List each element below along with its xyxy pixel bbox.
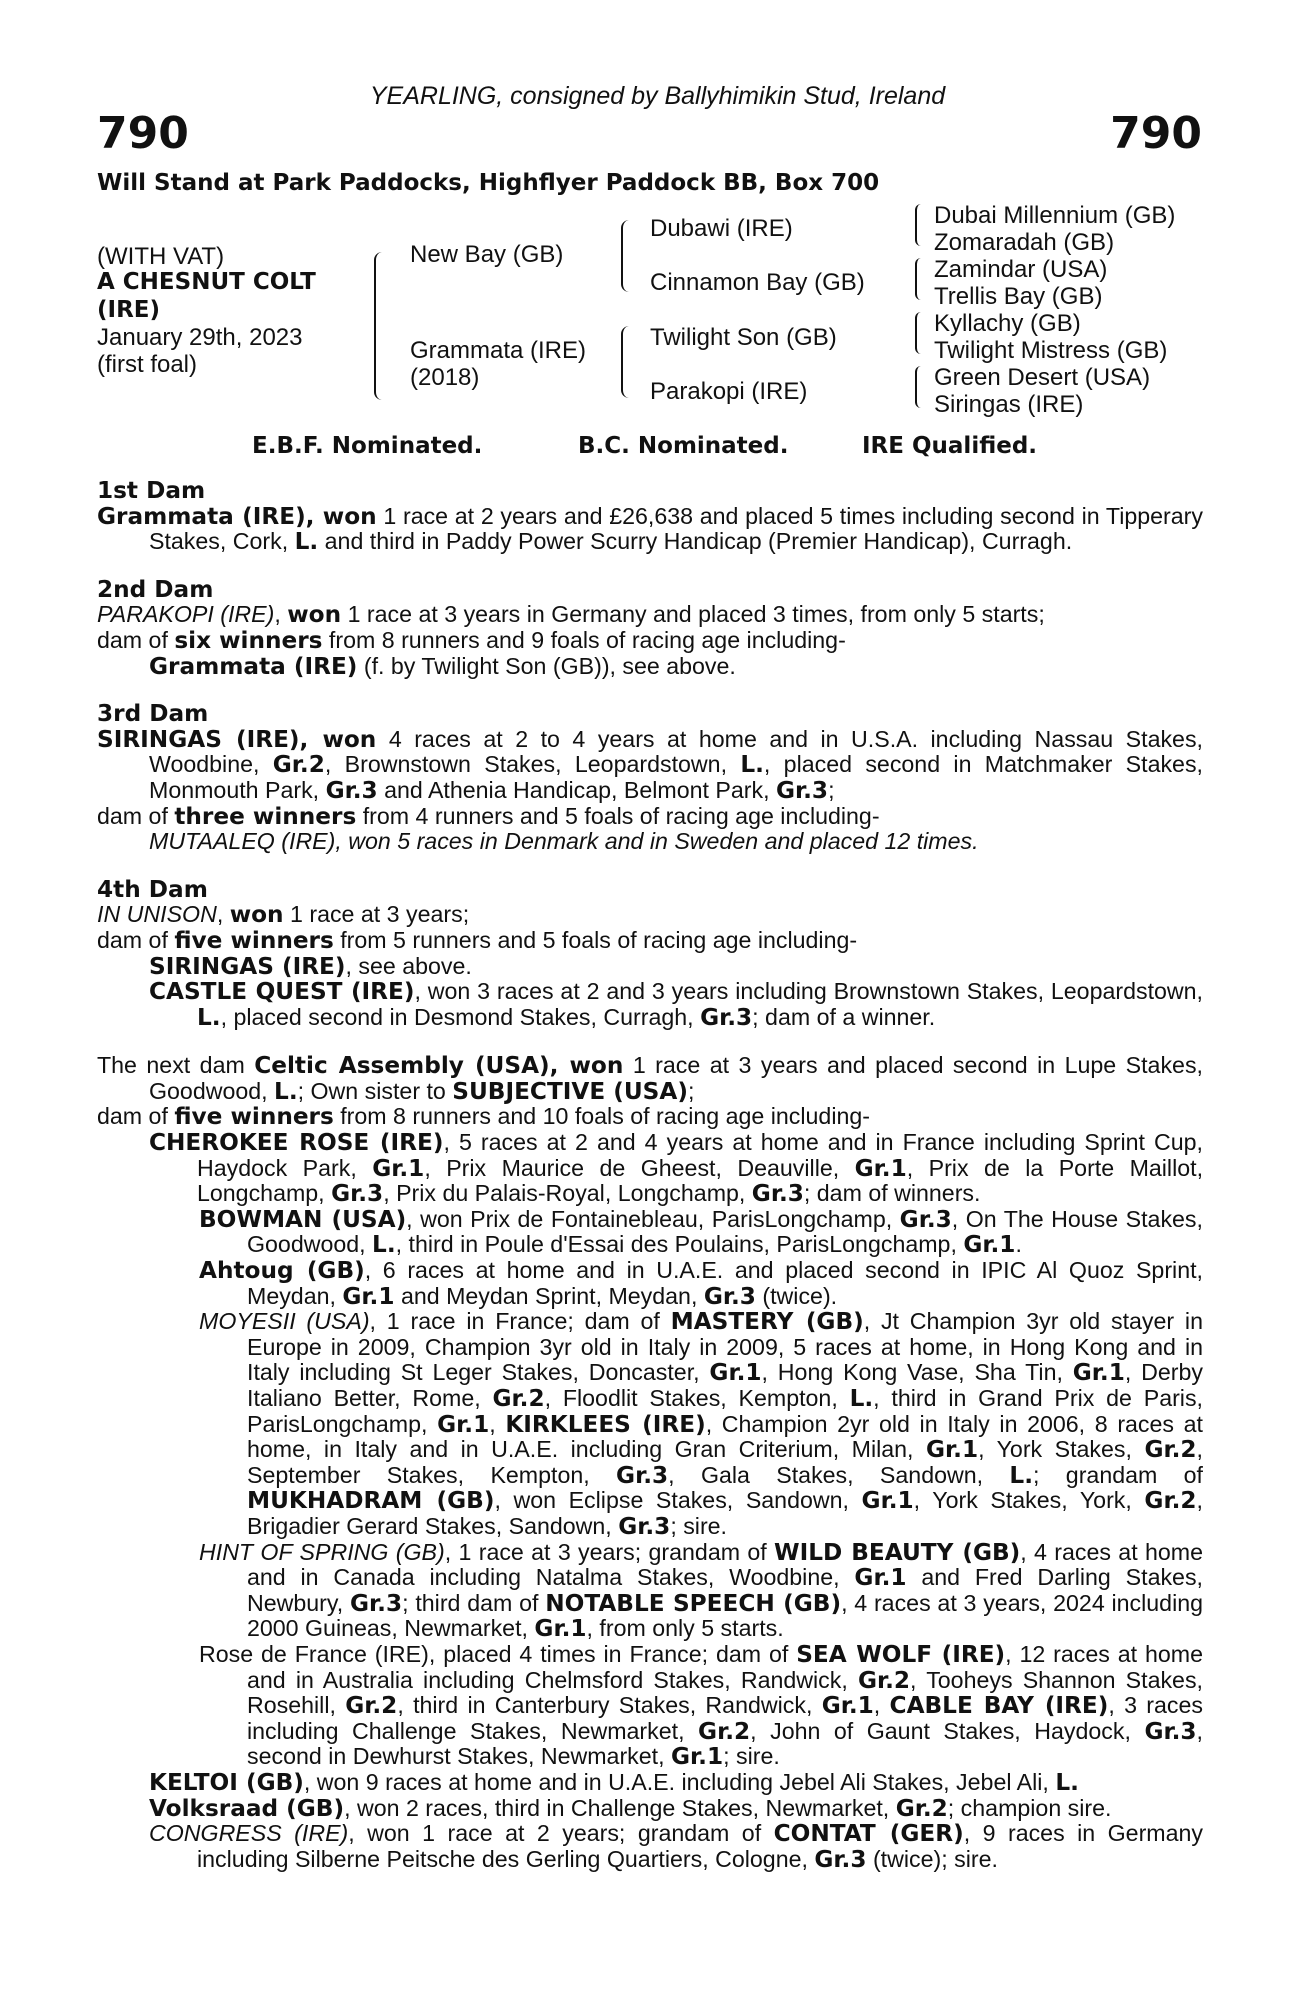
next-dam-lead: The next dam: [97, 1052, 255, 1079]
runner-name: Volksraad (GB): [149, 1794, 345, 1822]
runner-text: , won Eclipse Stakes, Sandown,: [494, 1487, 862, 1514]
lot-number-right: 790: [1110, 108, 1202, 159]
grade: Gr.2: [272, 751, 325, 779]
runner-text: , 6 races at home and in U.A.E. and placed second in IPIC Al Quoz Sprint, Meydan,: [247, 1257, 1203, 1309]
first-dam-name: Grammata (IRE), won: [97, 502, 377, 530]
runner-congress: [149, 1821, 1203, 1872]
grade: Gr.2: [895, 1794, 948, 1822]
runner-text: , Tooheys Shannon Stakes, Rosehill,: [247, 1666, 1203, 1719]
next-dam-entry: [97, 1053, 1203, 1104]
runner-text: , won 2 races, third in Challenge Stakes, Newmarket,: [344, 1794, 896, 1821]
third-dam-text-a: 4 races at 2 to 4 years at home and in U.S.A. including Nassau Stakes, Woodbine,: [149, 725, 1203, 778]
grade: Gr.1: [342, 1282, 395, 1310]
runner-text: , placed 4 times in France; dam of: [428, 1640, 797, 1667]
runner-name: HINT OF SPRING (GB): [199, 1538, 445, 1565]
grade: Gr.2: [345, 1692, 398, 1720]
next-dam-text: ; Own sister to: [297, 1077, 453, 1104]
grade: L.: [1009, 1461, 1034, 1489]
runner-text: , placed second in Desmond Stakes, Curragh,: [220, 1003, 701, 1030]
runner-name: CHEROKEE ROSE (IRE): [149, 1129, 444, 1157]
foaling-date: January 29th, 2023: [97, 324, 303, 351]
runner-text: , from only 5 starts.: [586, 1615, 784, 1642]
grade: Gr.1: [925, 1436, 979, 1464]
runner-text: ,: [489, 1410, 506, 1437]
grade: Gr.2: [1144, 1436, 1197, 1464]
runner-text: , 12 races at home and in Australia including Chelmsford Stakes, Randwick,: [247, 1640, 1203, 1693]
third-dam-name: SIRINGAS (IRE), won: [97, 725, 377, 753]
grade: Gr.3: [350, 1589, 403, 1617]
runner-name: Rose de France (IRE): [199, 1640, 429, 1667]
third-dam-title: 3rd Dam: [97, 700, 209, 728]
runner-text: , John of Gaunt Stakes, Haydock,: [750, 1717, 1145, 1744]
runner-text: , York Stakes, York,: [913, 1487, 1145, 1514]
sire-sire: Dubawi (IRE): [650, 215, 793, 242]
ancestor-3: Zamindar (USA): [934, 256, 1108, 283]
grade: Gr.3: [899, 1205, 952, 1233]
horse-breeding: (IRE): [97, 297, 161, 323]
runner-name: CONGRESS (IRE): [149, 1820, 349, 1847]
runner-text: ; third dam of: [402, 1589, 546, 1616]
fourth-dam-runner-2: [149, 979, 1203, 1030]
runner-text: , third in Canterbury Stakes, Randwick,: [397, 1692, 822, 1719]
grade: Gr.3: [1144, 1717, 1197, 1745]
runner-name: MOYESII (USA): [199, 1308, 370, 1335]
second-dam-winners: six winners: [174, 626, 323, 654]
runner-volksraad: [149, 1796, 1203, 1822]
grade: Gr.3: [616, 1461, 669, 1489]
fourth-dam-won: won: [229, 901, 284, 929]
foal-note: (first foal): [97, 351, 198, 378]
ancestor-5: Kyllachy (GB): [934, 310, 1081, 337]
third-dam-text-c: , placed second in Matchmaker Stakes, Monmouth Park,: [149, 751, 1203, 803]
grade: Gr.1: [534, 1615, 587, 1643]
third-dam-text-d: and Athenia Handicap, Belmont Park,: [377, 776, 776, 803]
runner-rose-de-france: [199, 1642, 1203, 1770]
runner-text: , Jt Champion 3yr old stayer in Europe in 2009, Champion 3yr old in Italy in 2009, 5 races at home, in Hong Kong and in Italy including St Leger Stakes, Doncaster,: [247, 1308, 1203, 1386]
next-dam-winners: five winners: [174, 1103, 334, 1131]
runner-name: Ahtoug (GB): [199, 1257, 365, 1285]
second-dam-won: won: [287, 601, 342, 629]
runner-text: , Floodlit Stakes, Kempton,: [544, 1385, 850, 1411]
grade: Gr.1: [963, 1231, 1016, 1259]
runner-text: , York Stakes,: [978, 1436, 1145, 1463]
runner-name: MUKHADRAM (GB): [247, 1487, 495, 1515]
runner-text: , third in Poule d'Essai des Poulains, ParisLongchamp,: [395, 1231, 964, 1258]
vat-label: (WITH VAT): [97, 243, 225, 270]
grade: Gr.2: [1144, 1487, 1197, 1515]
third-dam-runner-1: [97, 829, 1203, 855]
runner-text: , second in Dewhurst Stakes, Newmarket,: [247, 1717, 1203, 1770]
fourth-dam-text: 1 race at 3 years;: [283, 901, 470, 928]
nomination-bc: B.C. Nominated.: [578, 433, 789, 459]
first-dam-text: 1 race at 2 years and £26,638 and placed 5 times including second in Tipperary Stakes, Cork,: [149, 502, 1203, 555]
runner-text: (twice); sire.: [866, 1845, 998, 1872]
runner-text: ,: [873, 1692, 890, 1719]
pedigree-brace-g2: [915, 258, 922, 300]
fourth-dam-produce-text: from 5 runners and 5 foals of racing age including-: [333, 926, 858, 953]
dam-of-label: dam of: [97, 1103, 175, 1130]
sister-name: SUBJECTIVE (USA): [452, 1077, 688, 1105]
runner-cherokee-rose: [149, 1130, 1203, 1207]
grade: L.: [197, 1003, 221, 1031]
runner-text: , On The House Stakes, Goodwood,: [247, 1205, 1203, 1258]
grade: L.: [849, 1385, 874, 1412]
stand-info: Will Stand at Park Paddocks, Highflyer Paddock BB, Box 700: [97, 170, 880, 196]
runner-text: , 1 race at 3 years; grandam of: [444, 1538, 775, 1565]
runner-text: ; dam of winners.: [803, 1180, 981, 1207]
runner-text: ; sire.: [670, 1512, 728, 1539]
first-dam-title: 1st Dam: [97, 477, 206, 504]
third-dam-text-e: ;: [828, 776, 835, 803]
runner-name: CASTLE QUEST (IRE): [149, 978, 415, 1006]
runner-name: MASTERY (GB): [670, 1308, 864, 1336]
grade: Gr.1: [1072, 1359, 1125, 1387]
runner-text: ; dam of a winner.: [752, 1003, 936, 1030]
runner-name: CABLE BAY (IRE): [889, 1692, 1109, 1720]
ancestor-8: Siringas (IRE): [934, 391, 1084, 418]
runner-text: , won 9 races at home and in U.A.E. including Jebel Ali Stakes, Jebel Ali,: [303, 1768, 1056, 1795]
grade: Gr.1: [372, 1154, 425, 1182]
ancestor-6: Twilight Mistress (GB): [934, 337, 1168, 364]
runner-ahtoug: [199, 1258, 1203, 1309]
runner-text: , 1 race in France; dam of: [369, 1308, 671, 1335]
second-dam-produce-text: from 8 runners and 9 foals of racing age including-: [322, 626, 846, 653]
dam-of-label: dam of: [97, 802, 175, 829]
pedigree-brace-g3: [915, 312, 922, 354]
dam-dam: Parakopi (IRE): [650, 378, 808, 405]
grade: Gr.2: [698, 1717, 751, 1745]
runner-text: , won 3 races at 2 and 3 years including Brownstown Stakes, Leopardstown,: [414, 978, 1203, 1005]
fourth-dam-title: 4th Dam: [97, 875, 208, 903]
runner-keltoi: [149, 1770, 1203, 1796]
next-dam-text: 1 race at 3 years and placed second in Lupe Stakes, Goodwood,: [149, 1052, 1203, 1104]
runner-name: KIRKLEES (IRE): [505, 1410, 706, 1438]
runner-text: ; grandam of: [1033, 1461, 1203, 1488]
pedigree-brace-main: [374, 252, 382, 400]
runner-name: WILD BEAUTY (GB): [774, 1538, 1021, 1566]
grade: Gr.3: [618, 1512, 671, 1540]
runner-text: , Brigadier Gerard Stakes, Sandown,: [247, 1487, 1203, 1539]
runner-text: (f. by Twilight Son (GB)), see above.: [357, 652, 736, 679]
fourth-dam-entry: IN UNISON, won 1 race at 3 years;: [97, 901, 470, 929]
grade: Gr.3: [703, 1282, 756, 1310]
runner-name: MUTAALEQ (IRE): [149, 828, 336, 855]
grade: Gr.1: [437, 1410, 490, 1438]
runner-name: NOTABLE SPEECH (GB): [545, 1589, 842, 1617]
grade: Gr.1: [854, 1564, 907, 1592]
runner-text: , third in Grand Prix de Paris, ParisLongchamp,: [247, 1385, 1203, 1437]
runner-name: KELTOI (GB): [149, 1768, 304, 1796]
grade: Gr.3: [331, 1180, 384, 1208]
next-dam-text: ;: [687, 1077, 695, 1104]
dam-name: Grammata (IRE): [410, 337, 587, 364]
runner-text: , Champion 2yr old in Italy in 2006, 8 races at home, in Italy and in U.A.E. including Gran Criterium, Milan,: [247, 1410, 1203, 1463]
runner-text: , won 5 races in Denmark and in Sweden and placed 12 times.: [335, 828, 979, 855]
third-dam-produce: [97, 804, 1203, 830]
grade: L.: [372, 1231, 396, 1259]
nomination-ebf: E.B.F. Nominated.: [252, 433, 483, 459]
runner-text: and Meydan Sprint, Meydan,: [394, 1282, 704, 1309]
sire-name: New Bay (GB): [410, 241, 564, 268]
runner-text: , won Prix de Fontainebleau, ParisLongchamp,: [406, 1205, 900, 1232]
grade: Gr.3: [751, 1180, 804, 1208]
ancestor-7: Green Desert (USA): [934, 364, 1151, 391]
runner-text: , 4 races at 3 years, 2024 including 2000 Guineas, Newmarket,: [247, 1589, 1204, 1642]
grade: L.: [274, 1077, 298, 1105]
runner-text: ; champion sire.: [947, 1794, 1112, 1821]
grade: Gr.1: [854, 1154, 907, 1182]
first-dam-entry: [97, 504, 1203, 555]
runner-name: SIRINGAS (IRE): [149, 952, 346, 980]
grade: Gr.1: [861, 1487, 914, 1515]
runner-text: and Fred Darling Stakes, Newbury,: [247, 1564, 1203, 1616]
third-dam-produce-text: from 4 runners and 5 foals of racing age including-: [356, 802, 880, 829]
grade: Gr.3: [814, 1845, 867, 1873]
second-dam-produce: [97, 628, 1203, 654]
pedigree-brace-sire: [621, 220, 629, 292]
third-dam-entry: [97, 727, 1203, 804]
dam-of-label: dam of: [97, 926, 175, 953]
runner-text: , Hong Kong Vase, Sha Tin,: [761, 1359, 1073, 1386]
grade: Gr.1: [821, 1692, 874, 1720]
runner-name: Grammata (IRE): [149, 652, 358, 680]
fourth-dam-produce: [97, 928, 1203, 954]
runner-text: , Prix de la Porte Maillot, Longchamp,: [197, 1154, 1204, 1207]
grade: Gr.3: [325, 776, 378, 804]
runner-text: , see above.: [345, 952, 472, 979]
second-dam-entry: PARAKOPI (IRE), won 1 race at 3 years in Germany and placed 3 times, from only 5 starts;: [97, 601, 1045, 629]
runner-hint-of-spring: [199, 1540, 1203, 1642]
grade: Gr.2: [492, 1385, 545, 1412]
runner-text: , Prix du Palais-Royal, Longchamp,: [383, 1180, 752, 1207]
third-dam-winners: three winners: [174, 802, 357, 830]
runner-text: .: [1015, 1231, 1022, 1258]
ancestor-4: Trellis Bay (GB): [934, 283, 1103, 310]
runner-text: , 9 races in Germany including Silberne Peitsche des Gerling Quartiers, Cologne,: [197, 1820, 1203, 1872]
runner-name: CONTAT (GER): [773, 1820, 964, 1848]
runner-name: BOWMAN (USA): [199, 1205, 407, 1233]
grade: Gr.2: [857, 1666, 911, 1694]
grade: Gr.1: [709, 1359, 762, 1387]
dam-year: (2018): [410, 364, 480, 391]
fourth-dam-winners: five winners: [174, 926, 334, 954]
next-dam-produce-text: from 8 runners and 10 foals of racing age including-: [333, 1103, 870, 1130]
fourth-dam-runner-1: [97, 954, 1203, 980]
runner-text: , September Stakes, Kempton,: [247, 1436, 1203, 1488]
ancestor-2: Zomaradah (GB): [934, 229, 1115, 256]
nomination-ire: IRE Qualified.: [862, 433, 1038, 459]
runner-text: (twice).: [755, 1282, 838, 1309]
grade: Gr.3: [700, 1003, 753, 1031]
runner-text: , won 1 race at 2 years; grandam of: [348, 1820, 774, 1847]
grade: L.: [740, 751, 764, 779]
runner-text: , 4 races at home and in Canada including Natalma Stakes, Woodbine,: [247, 1538, 1203, 1591]
first-dam-grade: L.: [294, 528, 319, 556]
runner-name: SEA WOLF (IRE): [796, 1640, 1006, 1668]
runner-text: , 3 races including Challenge Stakes, Newmarket,: [247, 1692, 1203, 1744]
runner-text: ; sire.: [723, 1743, 780, 1770]
first-dam-text-2: and third in Paddy Power Scurry Handicap (Premier Handicap), Curragh.: [318, 528, 1073, 555]
grade: Gr.1: [671, 1743, 724, 1771]
pedigree-brace-g1: [915, 204, 922, 246]
runner-text: , Prix Maurice de Gheest, Deauville,: [424, 1154, 855, 1181]
next-dam-produce: [97, 1104, 1203, 1130]
lot-number-left: 790: [97, 108, 189, 159]
second-dam-title: 2nd Dam: [97, 575, 214, 603]
runner-moyesii: [199, 1309, 1203, 1539]
runner-text: , Gala Stakes, Sandown,: [668, 1461, 1010, 1488]
dam-sire: Twilight Son (GB): [650, 324, 837, 351]
horse-description: A CHESNUT COLT: [97, 269, 316, 295]
third-dam-text-b: , Brownstown Stakes, Leopardstown,: [324, 751, 741, 778]
pedigree-brace-g4: [915, 366, 922, 408]
next-dam-name: Celtic Assembly (USA), won: [254, 1052, 624, 1080]
grade: Gr.3: [775, 776, 829, 804]
second-dam-runner-1: [97, 654, 1203, 680]
runner-text: , Derby Italiano Better, Rome,: [247, 1359, 1203, 1411]
runner-bowman: [199, 1207, 1203, 1258]
runner-text: , 5 races at 2 and 4 years at home and in France including Sprint Cup, Haydock Park,: [197, 1129, 1203, 1181]
second-dam-text: 1 race at 3 years in Germany and placed 3 times, from only 5 starts;: [341, 601, 1045, 628]
grade: L.: [1055, 1768, 1079, 1796]
second-dam-name: PARAKOPI (IRE): [97, 601, 275, 628]
catalogue-body: [97, 478, 1203, 1872]
pedigree-brace-dam: [621, 326, 629, 398]
consignment-line: YEARLING, consigned by Ballyhimikin Stud, Ireland: [369, 82, 946, 110]
dam-of-label: dam of: [97, 626, 175, 653]
sire-dam: Cinnamon Bay (GB): [650, 269, 865, 296]
ancestor-1: Dubai Millennium (GB): [934, 202, 1176, 229]
fourth-dam-name: IN UNISON: [97, 901, 217, 928]
